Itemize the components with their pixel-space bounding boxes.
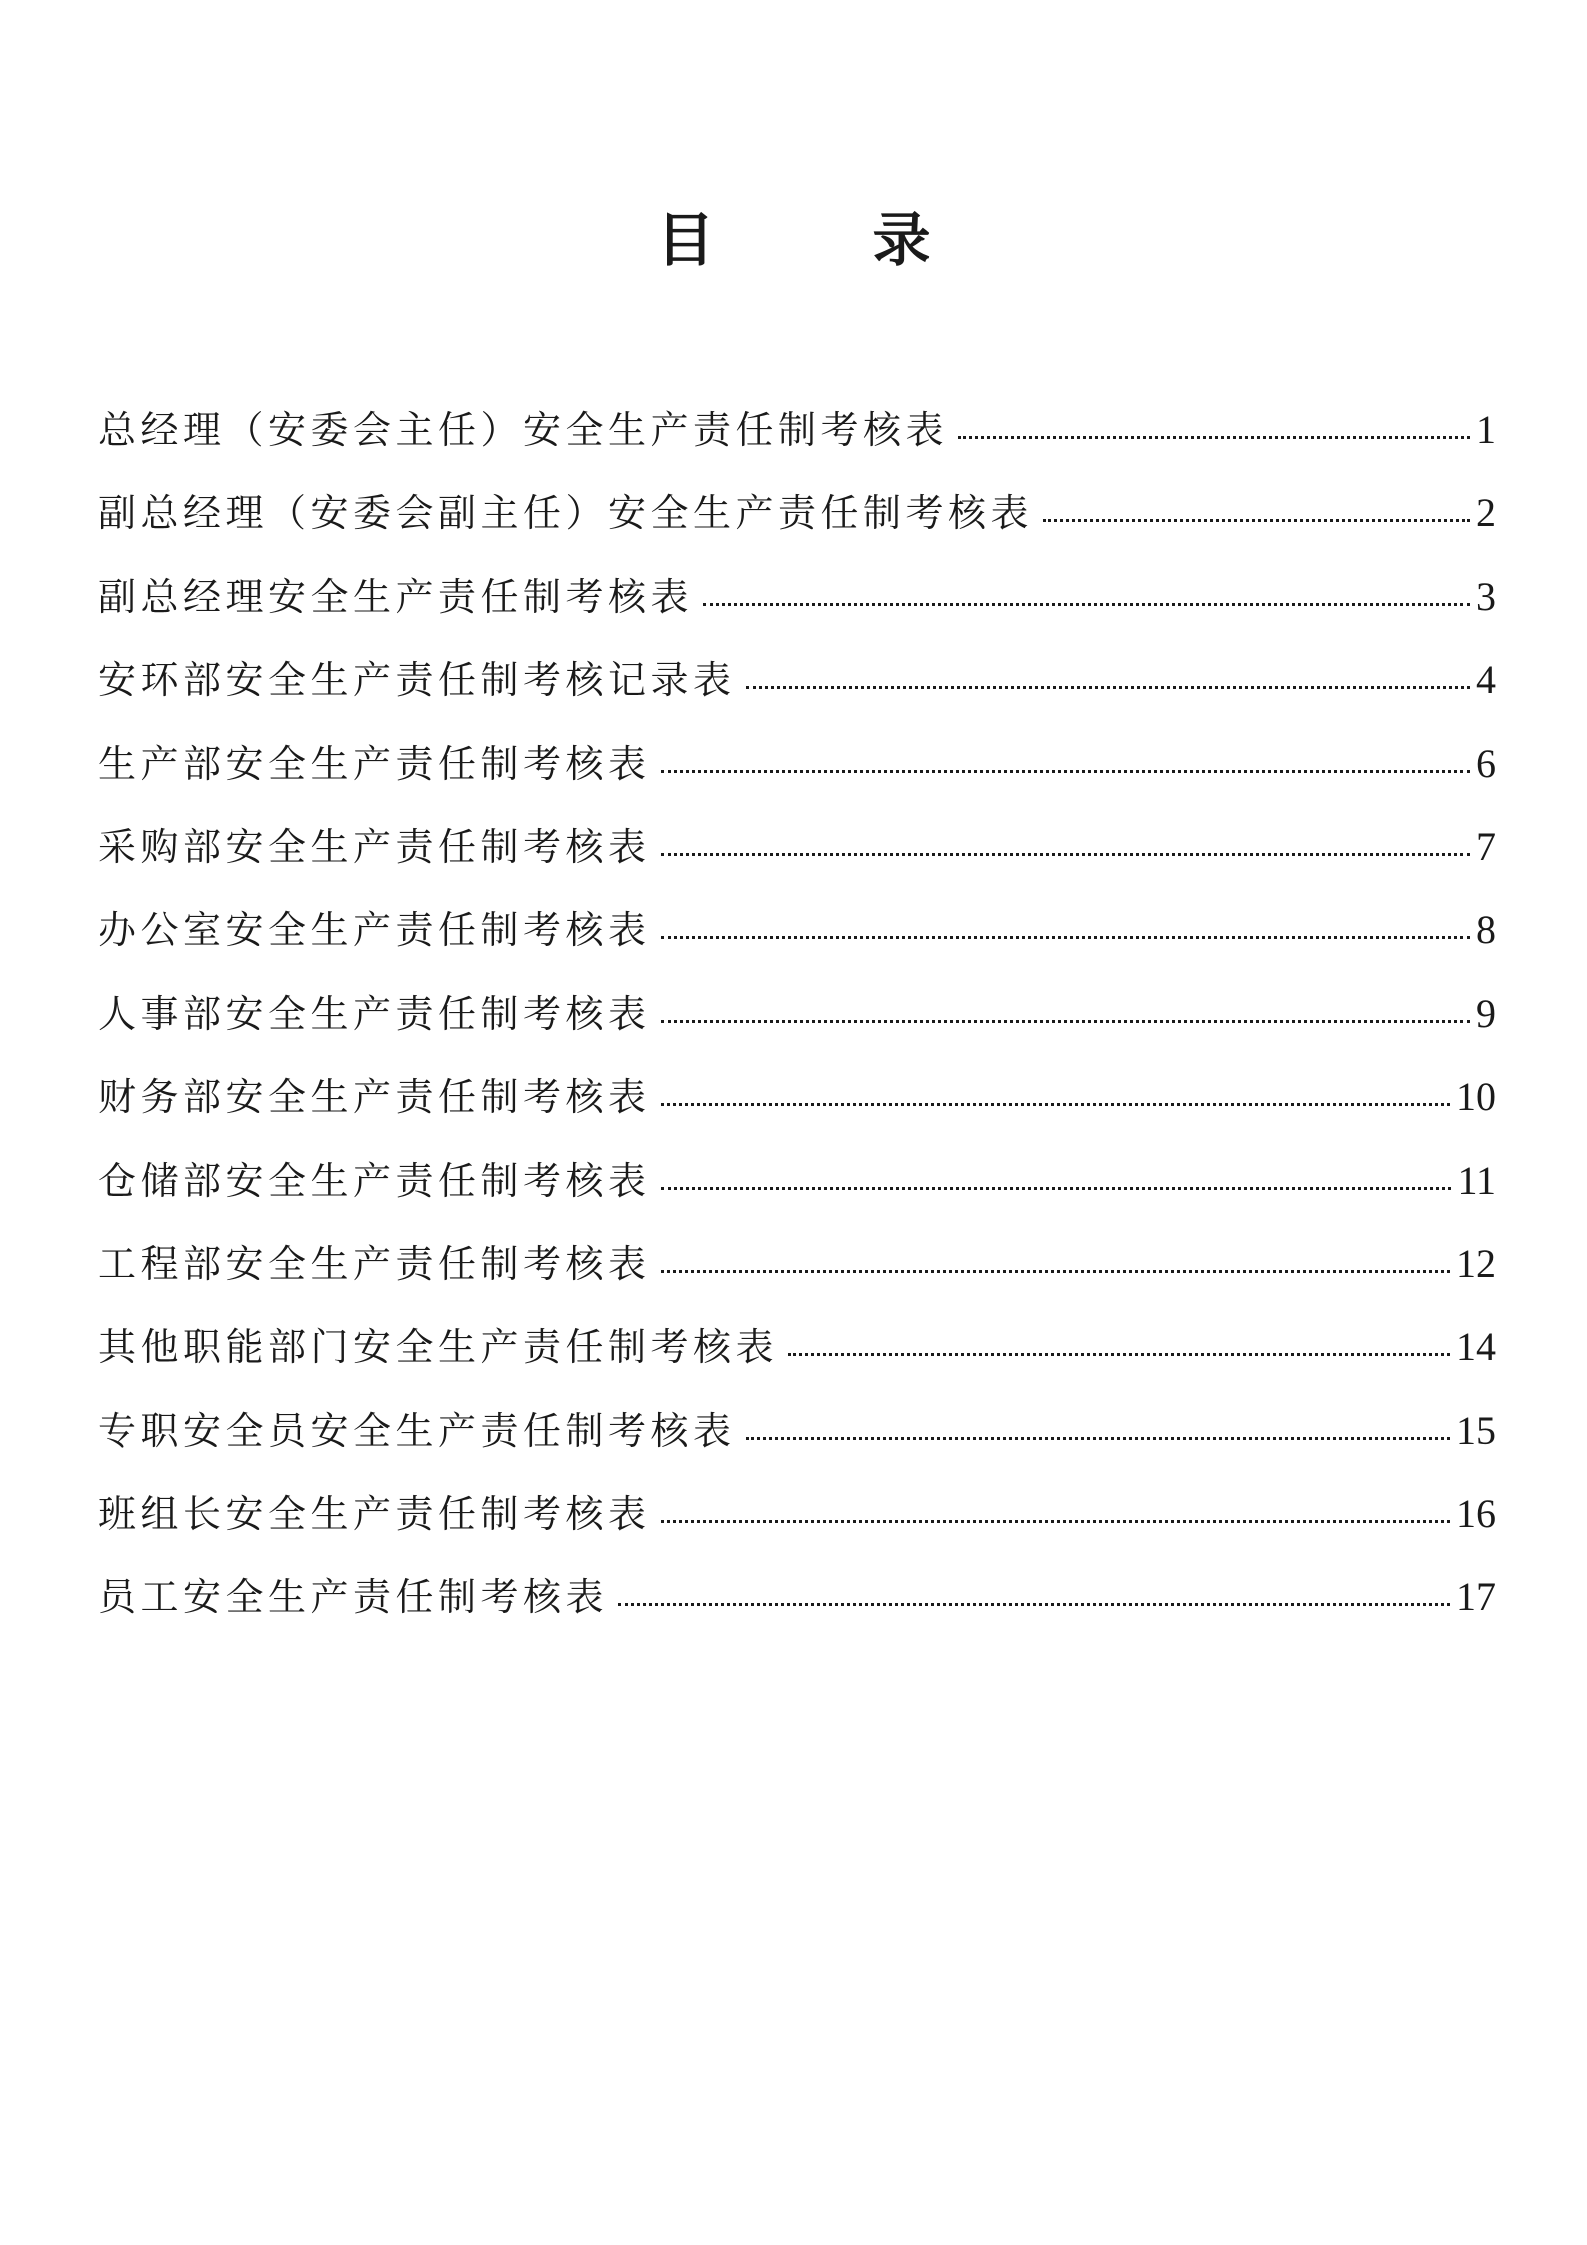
toc-entry-label: 采购部安全生产责任制考核表 bbox=[98, 824, 651, 869]
toc-entry-page: 17 bbox=[1456, 1574, 1496, 1620]
toc-entry-page: 7 bbox=[1476, 823, 1496, 869]
toc-entry[interactable] bbox=[98, 567, 1496, 650]
dot-leader bbox=[661, 853, 1470, 856]
toc-entry-label: 班组长安全生产责任制考核表 bbox=[98, 1492, 651, 1537]
toc-entry-label: 安环部安全生产责任制考核记录表 bbox=[98, 658, 736, 703]
toc-entry-label: 员工安全生产责任制考核表 bbox=[98, 1575, 609, 1620]
toc-entry-page: 10 bbox=[1456, 1074, 1496, 1120]
dot-leader bbox=[661, 1270, 1450, 1273]
dot-leader bbox=[958, 436, 1470, 439]
toc-entry-page: 9 bbox=[1476, 990, 1496, 1036]
dot-leader bbox=[661, 1520, 1450, 1523]
toc-entry-page: 8 bbox=[1476, 907, 1496, 953]
toc-entry-page: 14 bbox=[1456, 1324, 1496, 1370]
dot-leader bbox=[1043, 519, 1470, 522]
toc-entry-label: 专职安全员安全生产责任制考核表 bbox=[98, 1408, 736, 1453]
table-of-contents bbox=[98, 400, 1496, 1651]
dot-leader bbox=[661, 1187, 1452, 1190]
toc-entry[interactable] bbox=[98, 483, 1496, 566]
toc-entry-label: 其他职能部门安全生产责任制考核表 bbox=[98, 1325, 779, 1370]
toc-entry[interactable] bbox=[98, 650, 1496, 733]
dot-leader bbox=[618, 1603, 1450, 1606]
page-title: 目 录 bbox=[656, 206, 981, 274]
toc-entry-page: 4 bbox=[1476, 657, 1496, 703]
dot-leader bbox=[661, 936, 1470, 939]
toc-entry[interactable] bbox=[98, 984, 1496, 1067]
toc-entry-label: 仓储部安全生产责任制考核表 bbox=[98, 1158, 651, 1203]
toc-entry[interactable] bbox=[98, 734, 1496, 817]
toc-entry-page: 1 bbox=[1476, 407, 1496, 452]
dot-leader bbox=[788, 1353, 1450, 1356]
toc-entry-label: 办公室安全生产责任制考核表 bbox=[98, 908, 651, 953]
toc-entry-label: 副总经理安全生产责任制考核表 bbox=[98, 574, 694, 619]
toc-entry-page: 16 bbox=[1456, 1491, 1496, 1537]
toc-entry[interactable] bbox=[98, 1067, 1496, 1150]
toc-entry[interactable] bbox=[98, 817, 1496, 900]
toc-entry[interactable] bbox=[98, 1484, 1496, 1567]
toc-entry-page: 11 bbox=[1457, 1157, 1496, 1203]
toc-entry-page: 3 bbox=[1476, 573, 1496, 619]
toc-entry[interactable] bbox=[98, 400, 1496, 483]
toc-entry-page: 15 bbox=[1456, 1407, 1496, 1453]
dot-leader bbox=[661, 770, 1470, 773]
toc-entry-label: 工程部安全生产责任制考核表 bbox=[98, 1241, 651, 1286]
toc-entry-label: 人事部安全生产责任制考核表 bbox=[98, 991, 651, 1036]
toc-entry-page: 12 bbox=[1456, 1240, 1496, 1286]
toc-entry[interactable] bbox=[98, 1234, 1496, 1317]
toc-entry-label: 副总经理（安委会副主任）安全生产责任制考核表 bbox=[98, 491, 1034, 536]
toc-entry[interactable] bbox=[98, 900, 1496, 983]
toc-entry[interactable] bbox=[98, 1151, 1496, 1234]
toc-entry-page: 2 bbox=[1476, 490, 1496, 536]
dot-leader bbox=[746, 1437, 1450, 1440]
dot-leader bbox=[661, 1103, 1450, 1106]
dot-leader bbox=[661, 1020, 1470, 1023]
toc-entry-label: 总经理（安委会主任）安全生产责任制考核表 bbox=[98, 408, 949, 452]
dot-leader bbox=[746, 686, 1470, 689]
dot-leader bbox=[703, 603, 1470, 606]
toc-entry[interactable] bbox=[98, 1567, 1496, 1650]
toc-entry[interactable] bbox=[98, 1401, 1496, 1484]
toc-entry-label: 财务部安全生产责任制考核表 bbox=[98, 1075, 651, 1120]
toc-entry-page: 6 bbox=[1476, 740, 1496, 786]
toc-entry[interactable] bbox=[98, 1317, 1496, 1400]
toc-entry-label: 生产部安全生产责任制考核表 bbox=[98, 741, 651, 786]
